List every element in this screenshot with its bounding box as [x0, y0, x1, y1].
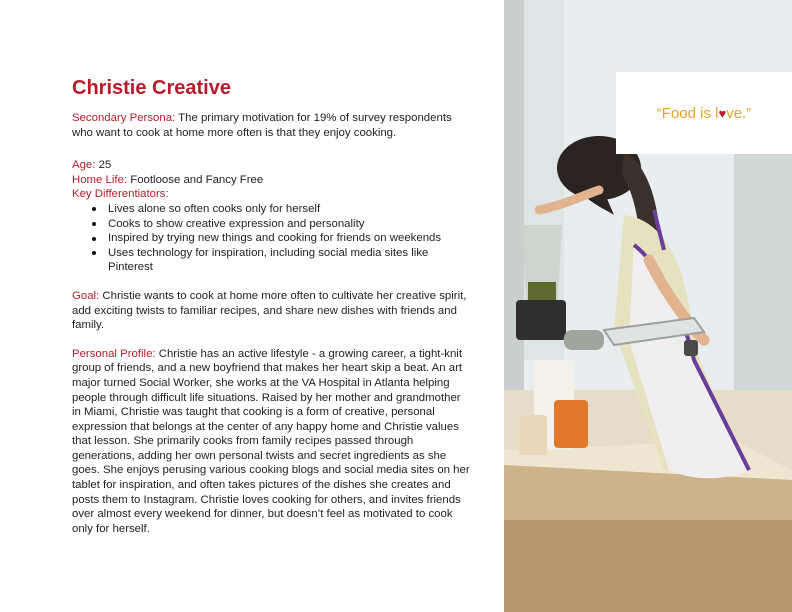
secondary-persona-text: The primary motivation for 19% of survey respondents who want to cook at home more often is that they enjoy cooking. — [72, 112, 452, 139]
age-label: Age: — [72, 159, 96, 172]
quote-box — [616, 72, 792, 154]
personal-profile-text: Christie has an active lifestyle - a growing career, a tight-knit group of friends, and a new boyfriend that makes her heart skip a beat. An art major turned Social Worker, she works at the VA Hospital in Atlanta helping people through difficult life situations. Raised by her mother and grandmother in Miami, Christie was taught that cooking is a form of creative, personal expression that belongs at the center of any happy home and Christie values that lesson. She primarily cooks from family recipes passed through generations, adding her own personal twists and secret ingredients as she goes. She enjoys perusing various cooking blogs and social media sites on her tablet for inspiration, and often takes pictures of the dishes she creates and posts them to Instagram. Christie loves cooking for others, and invites friends over almost every weekend for dinner, but doesn’t feel as motivated to cook only for herself. — [72, 347, 470, 535]
goal-paragraph — [72, 289, 472, 333]
age-value: 25 — [95, 159, 112, 172]
personal-profile-paragraph — [72, 347, 472, 537]
secondary-persona-label: Secondary Persona: — [72, 112, 176, 124]
list-item: Cooks to show creative expression and personality — [108, 217, 472, 232]
list-item: Lives alone so often cooks only for herself — [108, 202, 472, 217]
differentiators-list — [72, 202, 472, 275]
goal-text: Christie wants to cook at home more often to cultivate her creative spirit, add exciting twists to familiar recipes, and share new dishes with friends and family. — [72, 289, 467, 332]
home-life-label: Home Life: — [72, 173, 128, 186]
age-line — [72, 158, 472, 173]
list-item: Inspired by trying new things and cooking for friends on weekends — [108, 231, 472, 246]
home-life-line — [72, 173, 472, 188]
persona-name: Christie Creative — [72, 77, 231, 99]
home-life-value: Footloose and Fancy Free — [127, 173, 264, 186]
list-item: Uses technology for inspiration, including social media sites like Pinterest — [108, 246, 472, 275]
persona-quote: “Food is l♥ve.” — [656, 105, 752, 122]
personal-profile-label: Personal Profile: — [72, 347, 156, 360]
goal-label: Goal: — [72, 289, 100, 302]
secondary-persona-paragraph — [72, 111, 472, 140]
persona-text-column — [72, 76, 472, 536]
heart-icon: ♥ — [718, 106, 727, 121]
key-differentiators-label: Key Differentiators: — [72, 188, 169, 201]
